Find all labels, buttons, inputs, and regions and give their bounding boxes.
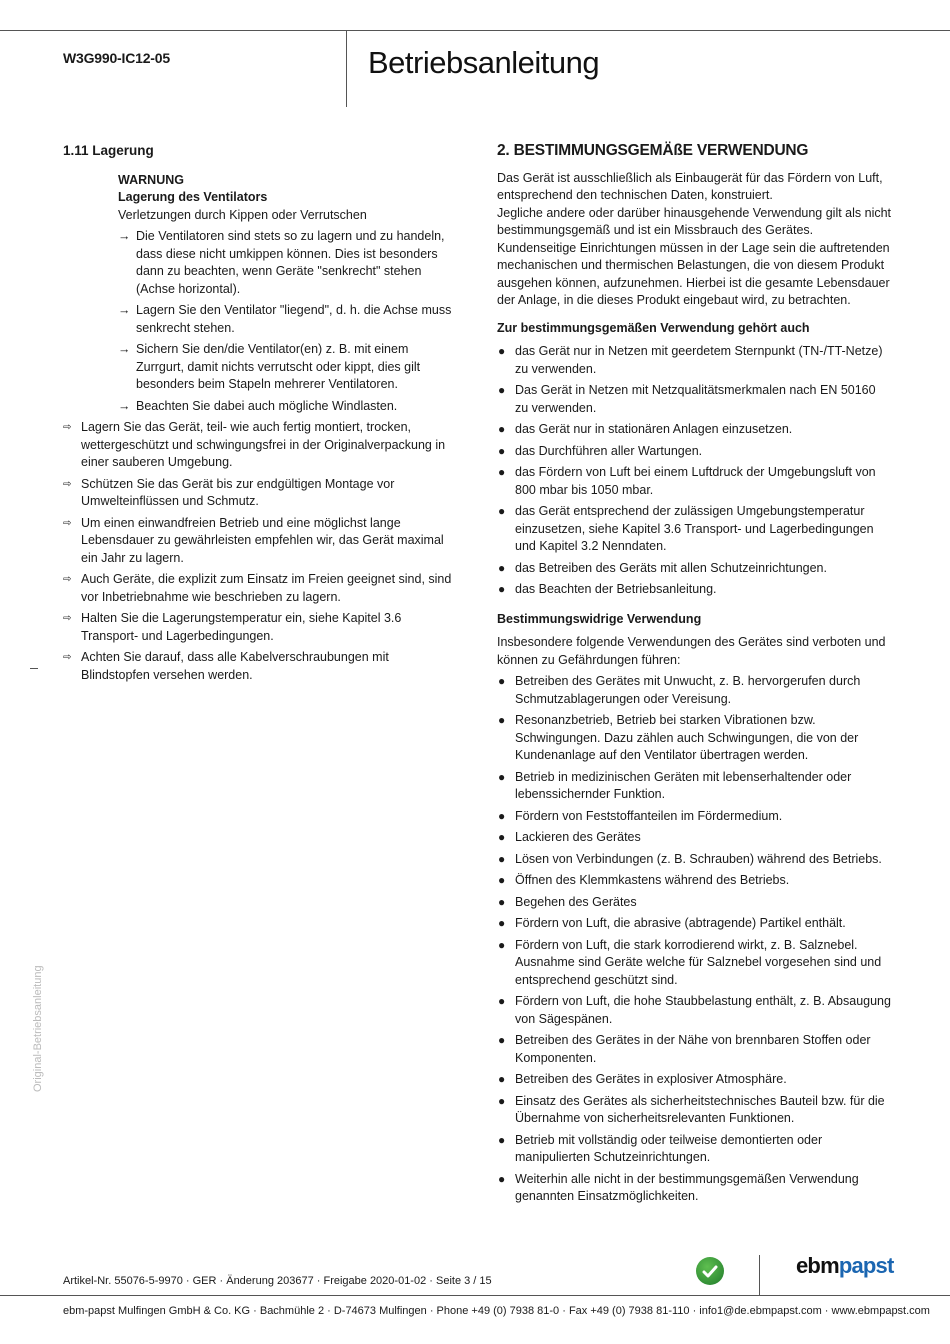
instruction-item-text: Lagern Sie das Gerät, teil- wie auch fertig montiert, trocken, wettergeschützt und schwingungsfrei in der Originalverpackung in einer sauberen Umgebung. (81, 420, 446, 469)
warning-item-text: Beachten Sie dabei auch mögliche Windlasten. (136, 398, 398, 413)
bullet-marker: ● (498, 1033, 506, 1047)
instruction-item (63, 610, 453, 645)
misuse-item-text: Öffnen des Klemmkastens während des Betriebs. (515, 873, 790, 887)
intended-use-heading: Zur bestimmungsgemäßen Verwendung gehört auch (497, 320, 810, 335)
warning-item (118, 398, 453, 416)
warning-item-text: Lagern Sie den Ventilator "liegend", d. h. die Achse muss senkrecht stehen. (136, 303, 452, 335)
warning-label: WARNUNG (118, 172, 184, 187)
bullet-marker: ● (498, 465, 506, 479)
instruction-item (63, 515, 453, 568)
misuse-item (497, 851, 892, 869)
warning-description: Verletzungen durch Kippen oder Verrutschen (118, 207, 367, 222)
bullet-marker: → (118, 398, 131, 413)
bullet-marker: → (118, 303, 131, 317)
misuse-item (497, 1071, 892, 1089)
misuse-item (497, 1171, 892, 1206)
bullet-marker: → (118, 229, 131, 243)
intended-use-item-text: das Beachten der Betriebsanleitung. (515, 582, 717, 596)
bullet-marker: ● (498, 560, 506, 575)
misuse-item-text: Betreiben des Gerätes in der Nähe von brennbaren Stoffen oder Komponenten. (515, 1033, 871, 1065)
misuse-item-text: Lackieren des Gerätes (515, 830, 641, 844)
bullet-marker: ● (498, 851, 506, 866)
bullet-marker: ● (498, 769, 506, 784)
misuse-item-text: Betrieb in medizinischen Geräten mit lebenserhaltender oder lebenssichernder Funktion. (515, 769, 852, 801)
misuse-intro: Insbesondere folgende Verwendungen des Gerätes sind verboten und können zu Gefährdungen führen: (497, 635, 886, 667)
bullet-marker: ● (498, 1093, 506, 1108)
right-column (497, 142, 892, 1210)
misuse-item (497, 915, 892, 933)
bullet-marker: ● (498, 1171, 506, 1186)
footer-article-line: Artikel-Nr. 55076-5-9970 · GER · Änderung 203677 · Freigabe 2020-01-02 · Seite 3 / 15 (63, 1275, 492, 1287)
intended-use-item-text: das Gerät nur in stationären Anlagen einzusetzen. (515, 422, 793, 436)
margin-mark (30, 668, 38, 669)
bullet-marker: ● (498, 713, 506, 727)
bullet-marker: ● (498, 674, 506, 688)
left-column (63, 142, 453, 688)
misuse-item (497, 1132, 892, 1167)
intended-use-item-text: das Gerät nur in Netzen mit geerdetem Sternpunkt (TN-/TT-Netze) zu verwenden. (515, 344, 883, 376)
bullet-marker: ● (498, 808, 506, 823)
instruction-item-text: Auch Geräte, die explizit zum Einsatz im Freien geeignet sind, sind vor Inbetriebnahme wie beschrieben zu lagern. (81, 572, 452, 604)
bullet-marker: ⇨ (63, 574, 72, 585)
ebmpapst-logo: ebmpapst (796, 1253, 894, 1278)
intended-use-list (497, 343, 892, 599)
instruction-item-text: Schützen Sie das Gerät bis zur endgültigen Montage vor Umwelteinflüssen und Schmutz. (81, 476, 395, 508)
bullet-marker: ⇨ (63, 422, 72, 433)
misuse-item (497, 937, 892, 990)
intended-use-item (497, 343, 892, 378)
green-tech-badge-icon (696, 1257, 724, 1285)
section-heading-storage: 1.11 Lagerung (63, 143, 154, 158)
bullet-marker: ● (498, 873, 506, 887)
bullet-marker: ● (498, 422, 506, 436)
bullet-marker: ● (498, 894, 506, 909)
instruction-item (63, 649, 453, 684)
section-heading-intended-use: 2. BESTIMMUNGSGEMÄßE VERWENDUNG (497, 142, 809, 159)
bullet-marker: ⇨ (63, 613, 72, 624)
misuse-item (497, 673, 892, 708)
misuse-item (497, 1032, 892, 1067)
misuse-list (497, 673, 892, 1206)
bullet-marker: ⇨ (63, 652, 72, 663)
instruction-item-text: Achten Sie darauf, dass alle Kabelverschraubungen mit Blindstopfen versehen werden. (81, 650, 389, 682)
intended-use-item (497, 464, 892, 499)
bullet-marker: ● (498, 937, 506, 952)
bullet-marker: ● (498, 1132, 506, 1147)
intro-paragraph-2: Jegliche andere oder darüber hinausgehende Verwendung gilt als nicht bestimmungsgemäß und ist ein Missbrauch des Gerätes. (497, 205, 892, 237)
intended-use-item (497, 382, 892, 417)
bullet-marker: → (118, 342, 131, 356)
bullet-marker: ● (498, 582, 506, 596)
misuse-item-text: Weiterhin alle nicht in der bestimmungsgemäßen Verwendung genannten Einsatzmöglichkeiten. (515, 1171, 859, 1203)
warning-list (118, 228, 453, 415)
misuse-item-text: Fördern von Feststoffanteilen im Fördermedium. (515, 808, 783, 823)
warning-item (118, 228, 453, 298)
misuse-heading: Bestimmungswidrige Verwendung (497, 611, 702, 626)
instruction-item (63, 419, 453, 472)
bullet-marker: ● (498, 916, 506, 930)
logo-divider (759, 1255, 760, 1295)
instruction-item-text: Um einen einwandfreien Betrieb und eine möglichst lange Lebensdauer zu gewährleisten empfehlen wir, das Gerät maximal ein Jahr zu lagern. (81, 515, 444, 565)
intended-use-item-text: das Fördern von Luft bei einem Luftdruck der Umgebungsluft von 800 mbar bis 1050 mbar. (515, 465, 876, 497)
misuse-item-text: Lösen von Verbindungen (z. B. Schrauben) während des Betriebs. (515, 851, 882, 866)
intended-use-item (497, 421, 892, 439)
intended-use-item-text: das Gerät entsprechend der zulässigen Umgebungstemperatur einzusetzen, siehe Kapitel 3.6 Transport- und Lagerbedingungen und Kapitel 3.2 Nenndaten. (515, 504, 874, 553)
misuse-item-text: Betreiben des Gerätes mit Unwucht, z. B. hervorgerufen durch Schmutzablagerungen oder Vereisung. (515, 674, 861, 706)
intro-paragraph-3: Kundenseitige Einrichtungen müssen in der Lage sein die auftretenden mechanischen und thermischen Belastungen, die von diesem Produkt ausgehen können, aufzunehmen. Hierbei ist die gesamte Lebensdauer der Anlage, in die dieses Produkt eingebaut wird, zu betrachten. (497, 240, 890, 307)
warning-item-text: Sichern Sie den/die Ventilator(en) z. B. mit einem Zurrgurt, damit nichts verrutscht oder kippt, dies gilt besonders beim Stapeln mehrerer Ventilatoren. (136, 342, 421, 391)
warning-item (118, 341, 453, 394)
bullet-marker: ● (498, 830, 506, 844)
bullet-marker: ● (498, 344, 506, 358)
misuse-item (497, 993, 892, 1028)
misuse-item-text: Einsatz des Gerätes als sicherheitstechnisches Bauteil bzw. für die Übernahme von sicherheitsrelevanten Funktionen. (515, 1093, 885, 1125)
misuse-item-text: Resonanzbetrieb, Betrieb bei starken Vibrationen bzw. Schwingungen. Dazu zählen auch Schwingungen, die von der Kundenanlage auf den Ventilator übertragen werden. (515, 713, 859, 762)
footer-contact-line: ebm-papst Mulfingen GmbH & Co. KG · Bachmühle 2 · D-74673 Mulfingen · Phone +49 (0) 7938 81-0 · Fax +49 (0) 7938 81-110 · info1@de.ebmpapst.com · www.ebmpapst.com (63, 1305, 930, 1317)
bullet-marker: ● (498, 383, 506, 397)
bullet-marker: ⇨ (63, 517, 72, 529)
instruction-item (63, 476, 453, 511)
warning-subtitle: Lagerung des Ventilators (118, 190, 268, 204)
intended-use-item-text: das Durchführen aller Wartungen. (515, 443, 703, 458)
misuse-item-text: Fördern von Luft, die abrasive (abtragende) Partikel enthält. (515, 916, 846, 930)
intended-use-item (497, 560, 892, 578)
misuse-item (497, 872, 892, 890)
instruction-item-text: Halten Sie die Lagerungstemperatur ein, siehe Kapitel 3.6 Transport- und Lagerbedingungen. (81, 611, 402, 643)
bullet-marker: ● (498, 994, 506, 1008)
intended-use-item-text: das Betreiben des Geräts mit allen Schutzeinrichtungen. (515, 560, 827, 575)
misuse-item (497, 894, 892, 912)
intended-use-item (497, 443, 892, 461)
document-id: W3G990-IC12-05 (63, 50, 170, 66)
intro-paragraph-1: Das Gerät ist ausschließlich als Einbaugerät für das Fördern von Luft, entsprechend den technischen Daten, konstruiert. (497, 170, 883, 202)
warning-item-text: Die Ventilatoren sind stets so zu lagern und zu handeln, dass diese nicht umkippen können. Dies ist besonders dann zu beachten, wenn Geräte "senkrecht" stehen (Achse horizontal). (136, 229, 445, 296)
instruction-list (63, 419, 453, 684)
side-label: Original-Betriebsanleitung (32, 965, 44, 1092)
misuse-item-text: Fördern von Luft, die stark korrodierend wirkt, z. B. Salznebel. Ausnahme sind Geräte welche für Salznebel vorgesehen sind und entsprechend geschützt sind. (515, 937, 882, 987)
misuse-item-text: Begehen des Gerätes (515, 894, 637, 909)
misuse-item (497, 808, 892, 826)
warning-item (118, 302, 453, 337)
header-rule (0, 30, 950, 31)
bullet-marker: ● (498, 1072, 506, 1086)
bullet-marker: ⇨ (63, 478, 72, 490)
misuse-item-text: Fördern von Luft, die hohe Staubbelastung enthält, z. B. Absaugung von Sägespänen. (515, 994, 891, 1026)
misuse-item-text: Betreiben des Gerätes in explosiver Atmosphäre. (515, 1072, 787, 1086)
misuse-item (497, 829, 892, 847)
misuse-item-text: Betrieb mit vollständig oder teilweise demontierten oder manipulierten Schutzeinrichtungen. (515, 1132, 823, 1164)
warning-block (118, 172, 453, 416)
document-title: Betriebsanleitung (368, 45, 600, 80)
misuse-item (497, 1093, 892, 1128)
intended-use-item (497, 503, 892, 556)
bullet-marker: ● (498, 443, 506, 458)
footer-rule (0, 1295, 950, 1296)
intended-use-item-text: Das Gerät in Netzen mit Netzqualitätsmerkmalen nach EN 50160 zu verwenden. (515, 383, 876, 415)
misuse-item (497, 712, 892, 765)
bullet-marker: ● (498, 504, 506, 518)
intended-use-item (497, 581, 892, 599)
instruction-item (63, 571, 453, 606)
header-divider (346, 30, 347, 107)
misuse-item (497, 769, 892, 804)
